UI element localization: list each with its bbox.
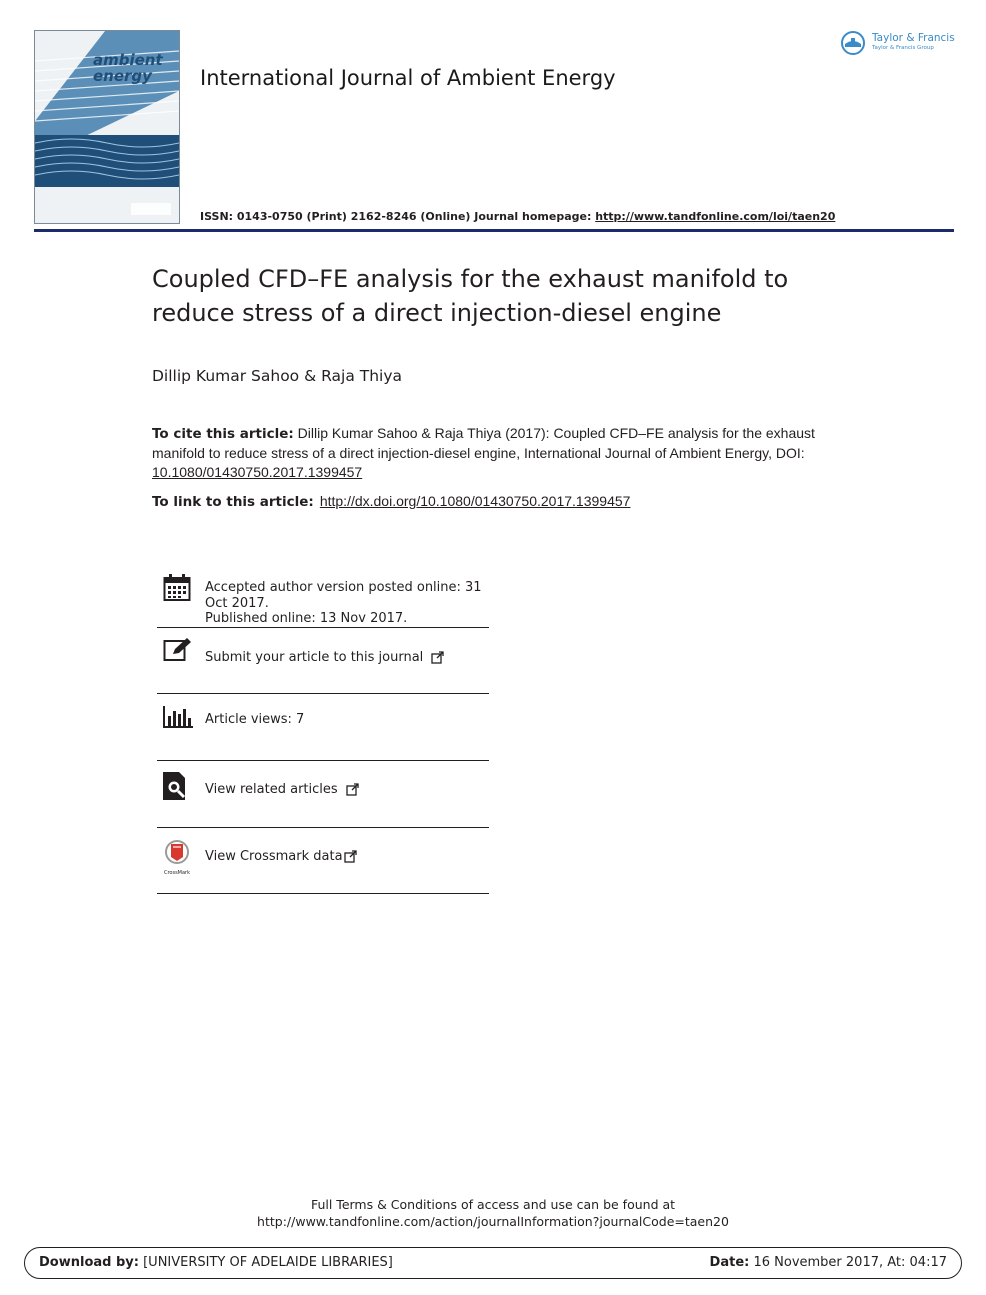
row-divider: [157, 893, 489, 894]
crossmark-icon: [161, 840, 193, 866]
cover-title-word-1: ambient: [93, 51, 163, 69]
external-link-icon: [431, 651, 444, 664]
crossmark-logo-text: CrossMark: [163, 870, 191, 876]
journal-cover-image: [34, 30, 180, 224]
date-label: Date:: [709, 1255, 750, 1270]
document-search-icon: [163, 772, 189, 802]
publisher-group: Taylor & Francis Group: [872, 45, 934, 51]
article-authors: Dillip Kumar Sahoo & Raja Thiya: [152, 367, 403, 385]
doi-link[interactable]: 10.1080/01430750.2017.1399457: [152, 464, 363, 480]
journal-homepage-link[interactable]: http://www.tandfonline.com/loi/taen20: [595, 210, 836, 223]
download-info-bar: [24, 1247, 962, 1279]
bar-chart-icon: [163, 706, 193, 728]
related-articles-label: View related articles: [205, 782, 338, 797]
publication-dates-text: [205, 580, 489, 627]
submit-article-label: Submit your article to this journal: [205, 650, 424, 665]
publisher-logo: [840, 30, 960, 58]
terms-notice: [0, 1196, 986, 1230]
cover-title-word-2: energy: [93, 67, 152, 85]
accepted-date: Accepted author version posted online: 31 Oct 2017.: [205, 580, 482, 611]
calendar-icon: [163, 574, 191, 602]
related-articles-link[interactable]: [205, 782, 359, 798]
issn-line: [200, 210, 835, 223]
published-date: Published online: 13 Nov 2017.: [205, 611, 408, 626]
publisher-name: Taylor & Francis: [872, 32, 955, 44]
date-value: 16 November 2017, At: 04:17: [749, 1255, 947, 1270]
download-by: [39, 1255, 393, 1270]
article-views: Article views: 7: [205, 712, 305, 727]
row-divider: [157, 760, 489, 761]
publisher-logo-icon: [840, 30, 866, 56]
download-label: Download by:: [39, 1255, 139, 1270]
terms-line-1: Full Terms & Conditions of access and use can be found at: [310, 1197, 676, 1212]
link-label: To link to this article:: [152, 494, 314, 510]
cite-label: To cite this article:: [152, 426, 294, 442]
article-link-line: [152, 493, 842, 510]
crossmark-label: View Crossmark data: [205, 849, 343, 864]
row-divider: [157, 627, 489, 628]
external-link-icon: [344, 850, 357, 863]
row-divider: [157, 827, 489, 828]
edit-icon: [163, 638, 191, 662]
download-date: [710, 1255, 947, 1270]
crossmark-link[interactable]: [205, 849, 357, 865]
article-doi-url-link[interactable]: http://dx.doi.org/10.1080/01430750.2017.1399457: [319, 493, 631, 509]
issn-text: ISSN: 0143-0750 (Print) 2162-8246 (Online) Journal homepage:: [200, 210, 596, 223]
citation-block: [152, 424, 842, 482]
row-divider: [157, 693, 489, 694]
cite-text: Dillip Kumar Sahoo & Raja Thiya (2017): Coupled CFD–FE analysis for the exhaust manifold to reduce stress of a direct injection-diesel engine, International Journal of Ambient Energy, DOI:: [152, 425, 815, 461]
submit-article-link[interactable]: [205, 650, 444, 666]
crossmark-logo: [161, 840, 193, 874]
terms-url-link[interactable]: http://www.tandfonline.com/action/journalInformation?journalCode=taen20: [257, 1214, 729, 1229]
external-link-icon: [346, 783, 359, 796]
download-value: [UNIVERSITY OF ADELAIDE LIBRARIES]: [138, 1255, 393, 1270]
journal-title: International Journal of Ambient Energy: [200, 66, 616, 90]
article-title: Coupled CFD–FE analysis for the exhaust manifold to reduce stress of a direct injection-diesel engine: [152, 265, 789, 327]
header-divider: [34, 229, 954, 232]
